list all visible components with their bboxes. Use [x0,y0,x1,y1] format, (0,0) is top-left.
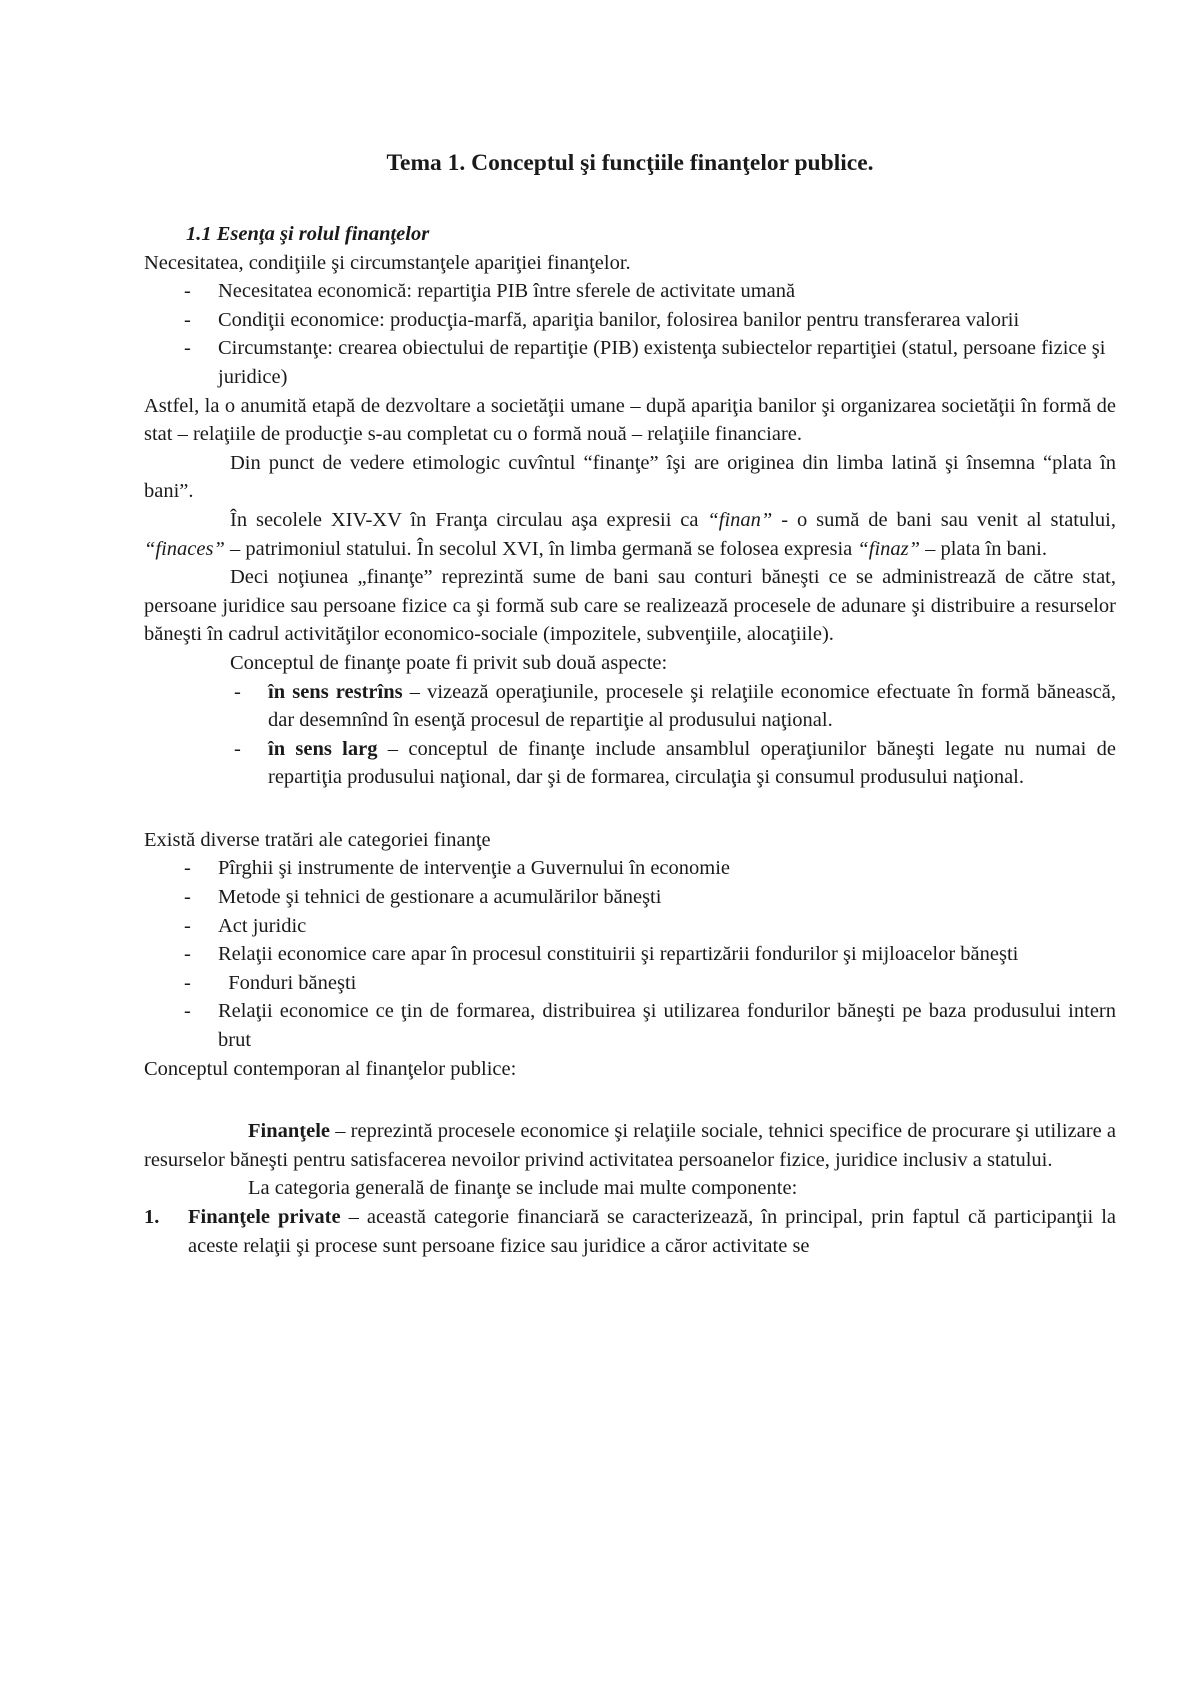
list-item: - Fonduri băneşti [144,969,1116,998]
term-finantele: Finanţele [248,1120,330,1143]
component-text: – această categorie financiară se caracterizează, în principal, prin faptul că participanţii la aceste relaţii şi procese sunt persoane fizice sau juridice a căror activitate se [188,1206,1116,1257]
term-finaces: “finaces” [144,537,225,560]
list-item: - Necesitatea economică: repartiţia PIB între sferele de activitate umană [144,277,1116,306]
term-finantele-private: Finanţele private [188,1206,341,1228]
spacer [144,792,1116,826]
paragraph-tratari: Există diverse tratări ale categoriei finanţe [144,828,491,851]
text-segment: În secolele XIV-XV în Franţa circulau aşa expresii ca [230,508,708,531]
treatments-list [144,854,1116,1054]
list-item: - Pîrghii şi instrumente de intervenţie a Guvernului în economie [144,854,1116,883]
item-number: 1. [144,1206,160,1228]
text-segment: - o sumă de bani sau venit al statului, [772,508,1117,531]
document-body [144,220,1116,1260]
aspects-list [144,678,1116,792]
list-item [144,735,1116,792]
text-segment: – patrimoniul statului. În secolul XVI, în limba germană se folosea expresia [224,537,858,560]
conditions-list [144,277,1116,391]
list-item: - Relaţii economice care apar în procesul constituirii şi repartizării fondurilor şi mijloacelor băneşti [144,940,1116,969]
spacer [144,1083,1116,1117]
paragraph-categoria: La categoria generală de finanţe se include mai multe componente: [248,1177,798,1200]
list-item [144,678,1116,735]
list-item [144,1203,1116,1260]
list-item: - Act juridic [144,912,1116,941]
paragraph-aspecte: Conceptul de finanţe poate fi privit sub două aspecte: [230,651,668,674]
term-sens-larg: în sens larg [268,737,378,760]
paragraph-etimologic: Din punct de vedere etimologic cuvîntul “finanţe” îşi are originea din limba latină şi însemna “plata în bani”. [144,451,1116,503]
definition-paragraph [144,1117,1116,1174]
intro-paragraph: Necesitatea, condiţiile şi circumstanţele apariţiei finanţelor. [144,251,631,274]
text-segment: – plata în bani. [920,537,1048,560]
paragraph-astfel: Astfel, la o anumită etapă de dezvoltare a societăţii umane – după apariţia banilor şi organizarea societăţii în formă de stat – relaţiile de producţie s-au completat cu o formă nouă – relaţiile financiare. [144,394,1116,446]
list-item: - Condiţii economice: producţia-marfă, apariţia banilor, folosirea banilor pentru transferarea valorii [144,306,1116,335]
paragraph-secolele [144,506,1116,563]
list-item: - Metode şi tehnici de gestionare a acumulărilor băneşti [144,883,1116,912]
aspect-text: – conceptul de finanţe include ansamblul operaţiunilor băneşti legate nu numai de repartiţia produsului naţional, dar şi de formarea, circulaţia şi consumul produsului naţional. [268,737,1117,789]
term-finan: “finan” [707,508,773,531]
list-item: - Circumstanţe: crearea obiectului de repartiţie (PIB) existenţa subiectelor repartiţiei (statul, persoane fizice şi juridice) [144,334,1116,391]
page-title: Tema 1. Conceptul şi funcţiile finanţelor publice. [386,150,874,176]
paragraph-notiunea: Deci noţiunea „finanţe” reprezintă sume de bani sau conturi băneşti ce se administrează de către stat, persoane juridice sau persoane fizice ca şi formă sub care se realizează procesele de adunare şi distribuire a resurselor băneşti în cadrul activităţilor economico-sociale (impozitele, subvenţiile, alocaţiile). [144,566,1116,646]
term-finaz: “finaz” [857,537,921,560]
paragraph-contemporan: Conceptul contemporan al finanţelor publice: [144,1057,517,1080]
components-list [144,1203,1116,1260]
term-sens-restrins: în sens restrîns [268,680,403,703]
list-item: - Relaţii economice ce ţin de formarea, distribuirea şi utilizarea fondurilor băneşti pe baza produsului intern brut [144,997,1116,1054]
definition-text: – reprezintă procesele economice şi relaţiile sociale, tehnici specifice de procurare şi utilizare a resurselor băneşti pentru satisfacerea nevoilor privind activitatea persoanelor fizice, juridice inclusiv a statului. [144,1120,1116,1171]
section-heading: 1.1 Esenţa şi rolul finanţelor [186,223,430,245]
aspect-text: – vizează operaţiunile, procesele şi relaţiile economice efectuate în formă bănească, dar desemnînd în esenţă procesul de repartiţie al produsului naţional. [268,680,1116,732]
